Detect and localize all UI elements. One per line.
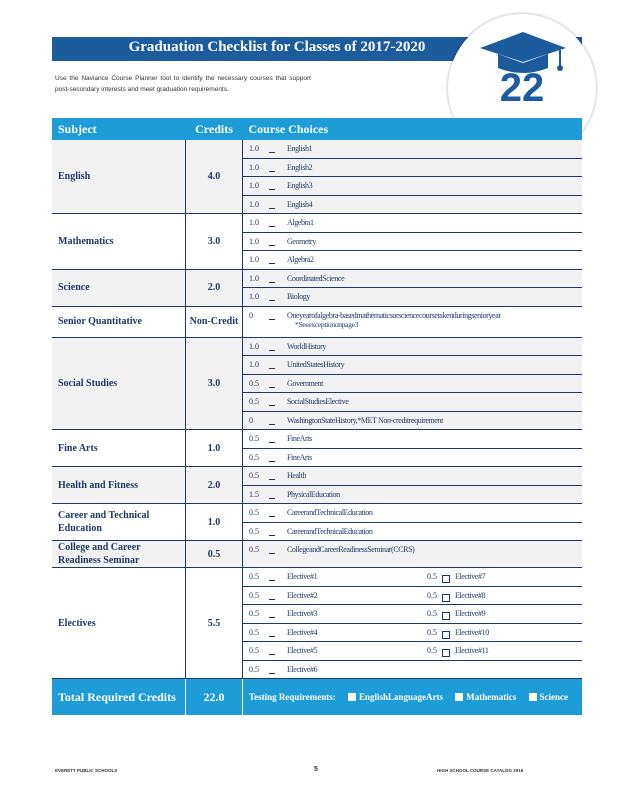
subject-name: Senior Quantitative bbox=[52, 306, 186, 337]
course-line bbox=[243, 523, 582, 541]
course-line bbox=[243, 541, 582, 559]
course-choices bbox=[243, 430, 583, 467]
course-name: CareerandTechnicalEducation bbox=[287, 508, 373, 517]
course-line bbox=[243, 214, 582, 233]
subject-credits: 2.0 bbox=[186, 467, 243, 504]
subject-credits: 1.0 bbox=[186, 430, 243, 467]
course-choices bbox=[243, 214, 583, 270]
elective-credit: 0.5 bbox=[249, 646, 259, 655]
subject-row bbox=[52, 541, 582, 568]
elective-name: Elective#1 bbox=[287, 572, 318, 581]
course-name: English1 bbox=[287, 144, 313, 153]
footer-right: HIGH SCHOOL COURSE CATALOG 2016 bbox=[437, 768, 524, 773]
subject-credits: 1.0 bbox=[186, 504, 243, 541]
course-line bbox=[243, 430, 582, 449]
subject-credits: 5.5 bbox=[186, 568, 243, 679]
course-name: Biology bbox=[287, 292, 310, 301]
subject-name: Mathematics bbox=[52, 214, 186, 270]
course-name: SocialStudiesElective bbox=[287, 397, 349, 406]
elective-checkbox[interactable] bbox=[269, 630, 275, 637]
course-name: WashingtonStateHistory,*MET Non-creditrequirement bbox=[287, 415, 443, 425]
course-checkbox[interactable] bbox=[269, 344, 275, 351]
course-checkbox[interactable] bbox=[269, 362, 275, 369]
subject-credits: 0.5 bbox=[186, 541, 243, 568]
subject-row bbox=[52, 306, 582, 337]
subject-name: College and Career Readiness Seminar bbox=[52, 541, 186, 568]
course-choices bbox=[243, 337, 583, 430]
course-line bbox=[243, 356, 582, 375]
course-line bbox=[243, 375, 582, 394]
course-checkbox[interactable] bbox=[269, 381, 275, 388]
page-number: 5 bbox=[314, 766, 318, 773]
course-line bbox=[243, 177, 582, 196]
test-ela: EnglishLanguageArts bbox=[359, 692, 444, 702]
course-line bbox=[243, 504, 582, 523]
subject-name: Career and Technical Education bbox=[52, 504, 186, 541]
course-credit: 0 bbox=[249, 415, 253, 425]
header-credits: Credits bbox=[186, 118, 243, 140]
course-credit: 1.0 bbox=[249, 144, 259, 153]
subject-credits: 4.0 bbox=[186, 140, 243, 214]
elective-name: Elective#6 bbox=[287, 664, 318, 674]
course-checkbox[interactable] bbox=[269, 146, 275, 153]
subject-row bbox=[52, 568, 582, 679]
elective-credit: 0.5 bbox=[427, 609, 437, 618]
course-name: Government bbox=[287, 378, 323, 388]
subject-row bbox=[52, 269, 582, 306]
course-credit: 1.0 bbox=[249, 360, 259, 369]
total-row bbox=[52, 679, 582, 716]
elective-checkbox[interactable] bbox=[269, 611, 275, 618]
subject-credits: Non-Credit bbox=[186, 306, 243, 337]
checkbox-science[interactable] bbox=[529, 693, 537, 701]
course-credit: 1.0 bbox=[249, 255, 259, 264]
course-credit: 1.0 bbox=[249, 341, 259, 351]
elective-credit: 0.5 bbox=[249, 572, 259, 581]
elective-line bbox=[243, 568, 582, 587]
subject-name: Fine Arts bbox=[52, 430, 186, 467]
table-header-row bbox=[52, 118, 582, 140]
course-name: UnitedStatesHistory bbox=[287, 360, 345, 369]
course-checkbox[interactable] bbox=[269, 313, 275, 320]
subject-name: English bbox=[52, 140, 186, 214]
elective-name: Elective#3 bbox=[287, 609, 318, 618]
course-credit: 1.0 bbox=[249, 292, 259, 301]
total-label: Total Required Credits bbox=[52, 679, 186, 716]
course-name: Algebra2 bbox=[287, 255, 314, 264]
course-name: CoordinatedScience bbox=[287, 273, 345, 283]
course-line bbox=[243, 467, 582, 486]
course-name: Oneyearofalgebra-basedmathematicsorsciencecoursetakenduringsenioryear bbox=[287, 310, 501, 320]
elective-credit: 0.5 bbox=[249, 609, 259, 618]
course-name: PhysicalEducation bbox=[287, 489, 340, 499]
subject-row bbox=[52, 140, 582, 214]
course-line bbox=[243, 288, 582, 306]
course-line bbox=[243, 196, 582, 214]
elective-name: Elective#5 bbox=[287, 646, 318, 655]
testing-requirements bbox=[243, 679, 583, 716]
course-name: English4 bbox=[287, 199, 313, 209]
subject-row bbox=[52, 430, 582, 467]
course-name: FineArts bbox=[287, 452, 312, 462]
course-checkbox[interactable] bbox=[269, 418, 275, 425]
course-checkbox[interactable] bbox=[269, 455, 275, 462]
course-credit: 1.0 bbox=[249, 181, 259, 190]
subject-row bbox=[52, 214, 582, 270]
course-credit: 1.5 bbox=[249, 489, 259, 499]
test-math: Mathematics bbox=[466, 692, 517, 702]
course-line bbox=[243, 270, 582, 289]
course-choices bbox=[243, 568, 583, 679]
elective-name: Elective#10 bbox=[455, 627, 489, 637]
subject-name: Health and Fitness bbox=[52, 467, 186, 504]
course-checkbox[interactable] bbox=[269, 436, 275, 443]
elective-checkbox[interactable] bbox=[442, 649, 450, 657]
course-checkbox[interactable] bbox=[269, 492, 275, 499]
course-credit: 0 bbox=[249, 310, 253, 320]
elective-line bbox=[243, 605, 582, 624]
course-name: English2 bbox=[287, 162, 313, 172]
course-checkbox[interactable] bbox=[269, 473, 275, 480]
total-credits: 22.0 bbox=[186, 679, 243, 716]
course-checkbox[interactable] bbox=[269, 220, 275, 227]
course-name: Algebra1 bbox=[287, 218, 314, 227]
course-name: Health bbox=[287, 471, 306, 480]
course-choices bbox=[243, 140, 583, 214]
subject-name: Science bbox=[52, 269, 186, 306]
elective-name: Elective#11 bbox=[455, 646, 489, 655]
subject-credits: 3.0 bbox=[186, 337, 243, 430]
course-credit: 0.5 bbox=[249, 508, 259, 517]
subject-row bbox=[52, 337, 582, 430]
course-line bbox=[243, 412, 582, 430]
page-title: Graduation Checklist for Classes of 2017-2020 bbox=[128, 39, 426, 55]
elective-name: Elective#8 bbox=[455, 590, 486, 600]
graduation-checklist-table bbox=[52, 118, 582, 715]
subject-name: Social Studies bbox=[52, 337, 186, 430]
course-name: FineArts bbox=[287, 434, 312, 443]
header-subject: Subject bbox=[52, 118, 186, 140]
subject-row bbox=[52, 504, 582, 541]
elective-credit: 0.5 bbox=[427, 572, 437, 581]
elective-checkbox[interactable] bbox=[442, 612, 450, 620]
course-checkbox[interactable] bbox=[269, 202, 275, 209]
elective-line bbox=[243, 587, 582, 606]
course-checkbox[interactable] bbox=[269, 294, 275, 301]
elective-name: Elective#2 bbox=[287, 590, 318, 600]
course-credit: 0.5 bbox=[249, 545, 259, 554]
elective-checkbox[interactable] bbox=[442, 631, 450, 639]
course-choices bbox=[243, 504, 583, 541]
test-science: Science bbox=[539, 692, 569, 702]
elective-credit: 0.5 bbox=[427, 590, 437, 600]
course-name: CollegeandCareerReadinessSeminar(CCRS) bbox=[287, 545, 415, 554]
elective-credit: 0.5 bbox=[249, 590, 259, 600]
course-note: *Seeexceptiononpage3 bbox=[295, 319, 359, 329]
course-credit: 0.5 bbox=[249, 378, 259, 388]
course-name: CareerandTechnicalEducation bbox=[287, 526, 373, 536]
course-line bbox=[243, 140, 582, 159]
course-checkbox[interactable] bbox=[269, 399, 275, 406]
subject-row bbox=[52, 467, 582, 504]
course-credit: 1.0 bbox=[249, 273, 259, 283]
badge-number: 22 bbox=[499, 66, 545, 110]
elective-checkbox[interactable] bbox=[442, 575, 450, 583]
course-checkbox[interactable] bbox=[269, 165, 275, 172]
course-credit: 1.0 bbox=[249, 199, 259, 209]
elective-credit: 0.5 bbox=[427, 646, 437, 655]
course-name: English3 bbox=[287, 181, 313, 190]
course-credit: 1.0 bbox=[249, 236, 259, 246]
course-credit: 0.5 bbox=[249, 397, 259, 406]
elective-name: Elective#7 bbox=[455, 572, 486, 581]
course-choices bbox=[243, 306, 583, 337]
course-checkbox[interactable] bbox=[269, 547, 275, 554]
subject-credits: 2.0 bbox=[186, 269, 243, 306]
course-name: WorldHistory bbox=[287, 341, 326, 351]
course-checkbox[interactable] bbox=[269, 257, 275, 264]
elective-checkbox[interactable] bbox=[442, 594, 450, 602]
course-choices bbox=[243, 467, 583, 504]
elective-checkbox[interactable] bbox=[269, 667, 275, 674]
course-line bbox=[243, 307, 582, 337]
course-line bbox=[243, 338, 582, 357]
testing-label: Testing Requirements: bbox=[249, 692, 336, 702]
elective-checkbox[interactable] bbox=[269, 648, 275, 655]
course-checkbox[interactable] bbox=[269, 529, 275, 536]
course-credit: 0.5 bbox=[249, 452, 259, 462]
elective-checkbox[interactable] bbox=[269, 593, 275, 600]
elective-checkbox[interactable] bbox=[269, 574, 275, 581]
course-line bbox=[243, 233, 582, 252]
course-credit: 1.0 bbox=[249, 218, 259, 227]
course-credit: 0.5 bbox=[249, 471, 259, 480]
elective-credit: 0.5 bbox=[249, 627, 259, 637]
course-credit: 0.5 bbox=[249, 434, 259, 443]
course-name: Geometry bbox=[287, 236, 316, 246]
course-checkbox[interactable] bbox=[269, 276, 275, 283]
elective-name: Elective#4 bbox=[287, 627, 318, 637]
subject-name: Electives bbox=[52, 568, 186, 679]
elective-line bbox=[243, 642, 582, 661]
course-credit: 1.0 bbox=[249, 162, 259, 172]
intro-text: Use the Naviance Course Planner tool to identify the necessary courses that support post-secondary interests and meet graduation requirements. bbox=[55, 75, 311, 93]
course-line bbox=[243, 449, 582, 467]
elective-credit: 0.5 bbox=[427, 627, 437, 637]
course-checkbox[interactable] bbox=[269, 183, 275, 190]
elective-credit: 0.5 bbox=[249, 664, 259, 674]
elective-line bbox=[243, 624, 582, 643]
course-line bbox=[243, 159, 582, 178]
checkbox-math[interactable] bbox=[455, 693, 463, 701]
elective-line bbox=[243, 661, 582, 679]
course-line bbox=[243, 393, 582, 412]
course-line bbox=[243, 251, 582, 269]
checkbox-ela[interactable] bbox=[348, 693, 356, 701]
course-checkbox[interactable] bbox=[269, 239, 275, 246]
course-choices bbox=[243, 541, 583, 568]
subject-credits: 3.0 bbox=[186, 214, 243, 270]
header-course-choices: Course Choices bbox=[243, 118, 583, 140]
course-choices bbox=[243, 269, 583, 306]
course-credit: 0.5 bbox=[249, 526, 259, 536]
course-checkbox[interactable] bbox=[269, 510, 275, 517]
elective-name: Elective#9 bbox=[455, 609, 486, 618]
footer-left: EVERETT PUBLIC SCHOOLS bbox=[55, 768, 118, 773]
course-line bbox=[243, 486, 582, 504]
